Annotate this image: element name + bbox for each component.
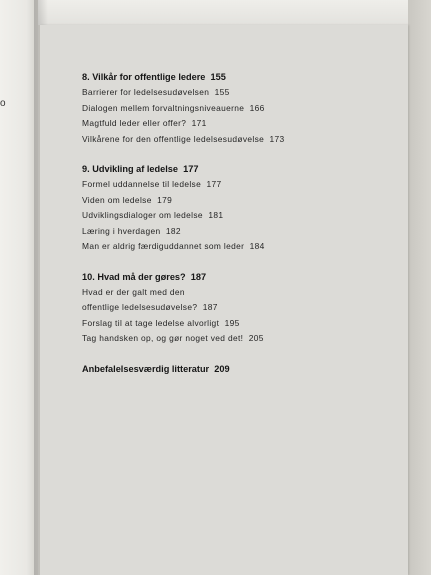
toc-entry: Magtfuld leder eller offer? 171 <box>82 118 207 128</box>
chapter-title: 9. Udvikling af ledelse 177 <box>82 164 199 174</box>
toc-entry: Vilkårene for den offentlige ledelsesudøvelse 173 <box>82 133 285 144</box>
left-page <box>0 0 38 575</box>
toc-entry: Forslag til at tage ledelse alvorligt 195 <box>82 317 240 328</box>
chapter-title: 10. Hvad må der gøres? 187 <box>82 271 207 282</box>
top-page-strip <box>38 0 408 25</box>
toc-entry: Tag handsken op, og gør noget ved det! 205 <box>82 333 264 343</box>
toc-entry: Udviklingsdialoger om ledelse 181 <box>82 210 224 220</box>
toc-entry: Viden om ledelse 179 <box>82 194 173 205</box>
toc-entry: Barrierer for ledelsesudøvelsen 155 <box>82 87 230 97</box>
toc-entry: Man er aldrig færdiguddannet som leder 184 <box>82 241 265 251</box>
toc-entry: Hvad er der galt med den <box>82 286 185 297</box>
right-page-edge <box>408 0 431 575</box>
left-page-glyph: o <box>0 98 6 109</box>
toc-entry: Formel uddannelse til ledelse 177 <box>82 179 222 189</box>
chapter-9 <box>82 161 402 255</box>
toc-entry: Dialogen mellem forvaltningsniveauerne 166 <box>82 102 265 113</box>
literature-heading: Anbefalelsesværdig litteratur 209 <box>82 363 230 374</box>
chapter-title: 8. Vilkår for offentlige ledere 155 <box>82 72 226 82</box>
chapter-10 <box>82 269 402 347</box>
chapter-8 <box>82 69 402 147</box>
toc-entry: Læring i hverdagen 182 <box>82 225 181 236</box>
table-of-contents <box>82 69 402 386</box>
toc-entry: offentlige ledelsesudøvelse? 187 <box>82 302 218 312</box>
